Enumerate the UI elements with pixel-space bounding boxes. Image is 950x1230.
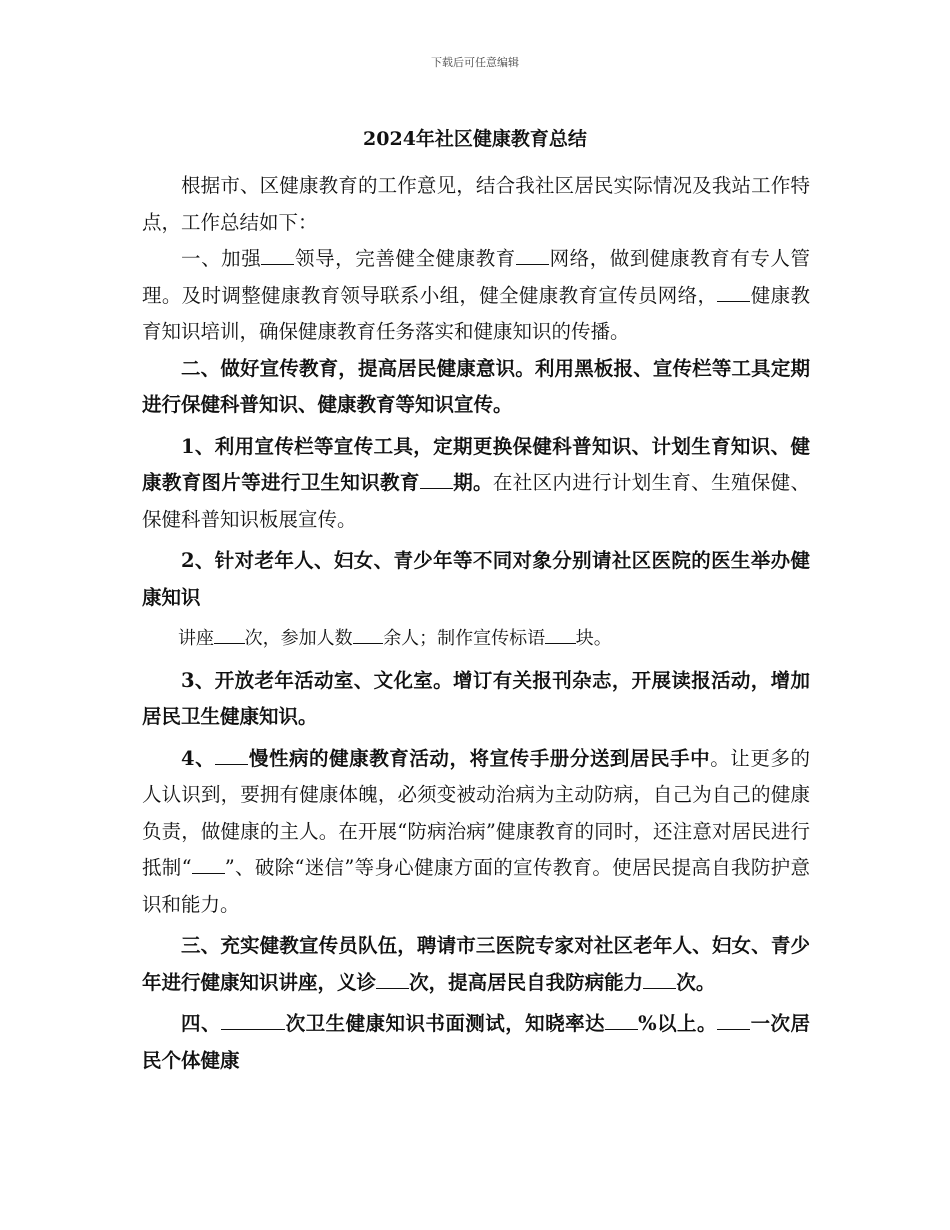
blank-underline	[545, 625, 576, 644]
text-segment: 一次居民个体健康	[142, 1012, 810, 1072]
text-segment: 。让更多的人认识到，要拥有健康体魄，必须变被动治病为主动防病，自己为自己的健康负责，做健康的主人。在开展“防病治病”健康教育的同时，还注意对居民进行抵制“	[142, 746, 810, 879]
blank-underline	[215, 744, 248, 765]
blank-underline	[717, 1010, 750, 1031]
paragraph-leadership	[142, 241, 810, 351]
blank-underline	[643, 968, 676, 989]
document-body	[142, 168, 810, 1079]
text-segment-bold: 慢性病的健康教育活动，将宣传手册分送到居民手中	[248, 746, 711, 770]
paragraph-testing	[142, 1006, 810, 1079]
paragraph-item-3: 3、开放老年活动室、文化室。增订有关报刊杂志，开展读报活动，增加居民卫生健康知识。	[142, 668, 810, 728]
text-segment: %以上。	[638, 1012, 717, 1035]
blank-underline	[192, 854, 225, 875]
text-segment: 次，提高居民自我防病能力	[409, 970, 644, 994]
blank-underline	[420, 469, 453, 490]
text-segment: ”、破除“迷信”等身心健康方面的宣传教育。使居民提高自我防护意识和能力。	[142, 856, 810, 916]
text-segment-bold: 4、	[181, 746, 216, 770]
blank-underline	[516, 245, 549, 266]
paragraph-item-2: 2、针对老年人、妇女、青少年等不同对象分别请社区医院的医生举办健康知识	[142, 549, 810, 609]
text-segment: 一、加强	[181, 247, 262, 270]
text-segment: 次。	[676, 970, 716, 994]
paragraph-intro: 根据市、区健康教育的工作意见，结合我社区居民实际情况及我站工作特点，工作总结如下：	[142, 174, 810, 234]
text-segment-bold: 期。	[452, 471, 493, 494]
document-title: 2024年社区健康教育总结	[363, 128, 587, 150]
text-segment: 三、充实健教宣传员队伍，聘请市三医院专家对社区老年人、妇女、青少年进行健康知识讲座，义诊	[142, 934, 810, 994]
text-segment: 余人；制作宣传标语	[383, 628, 546, 649]
text-segment: 四、	[181, 1012, 221, 1035]
text-segment: 次卫生健康知识书面测试，知晓率达	[285, 1012, 605, 1035]
text-segment-bold: 1、利用宣传栏等宣传工具，定期更换保健科普知识、计划生育知识、健康教育图片等进行卫生知识教育	[142, 434, 810, 494]
text-segment: 次，参加人数	[244, 628, 353, 649]
blank-underline	[214, 625, 245, 644]
text-segment: 健康教育知识培训，确保健康教育任务落实和健康知识的传播。	[142, 283, 810, 343]
blank-underline	[221, 1010, 285, 1031]
paragraph-lectures	[142, 621, 810, 658]
text-segment: 讲座	[178, 628, 214, 649]
text-segment: 在社区内进行计划生育、生殖保健、保健科普知识板展宣传。	[142, 471, 810, 531]
blank-underline	[261, 245, 294, 266]
blank-underline	[717, 281, 750, 302]
blank-underline	[376, 968, 409, 989]
blank-underline	[353, 625, 384, 644]
paragraph-publicity: 二、做好宣传教育，提高居民健康意识。利用黑板报、宣传栏等工具定期进行保健科普知识、健康教育等知识宣传。	[142, 356, 810, 416]
page-header-note: 下载后可任意编辑	[431, 56, 519, 69]
text-segment: 领导，完善健全健康教育	[294, 247, 516, 270]
paragraph-item-1	[142, 429, 810, 539]
blank-underline	[605, 1010, 638, 1031]
paragraph-volunteers	[142, 928, 810, 1001]
paragraph-item-4	[142, 741, 810, 924]
text-segment: 块。	[575, 628, 612, 649]
text-segment: 网络，做到健康教育有专人管理。及时调整健康教育领导联系小组，健全健康教育宣传员网络，	[142, 247, 810, 307]
